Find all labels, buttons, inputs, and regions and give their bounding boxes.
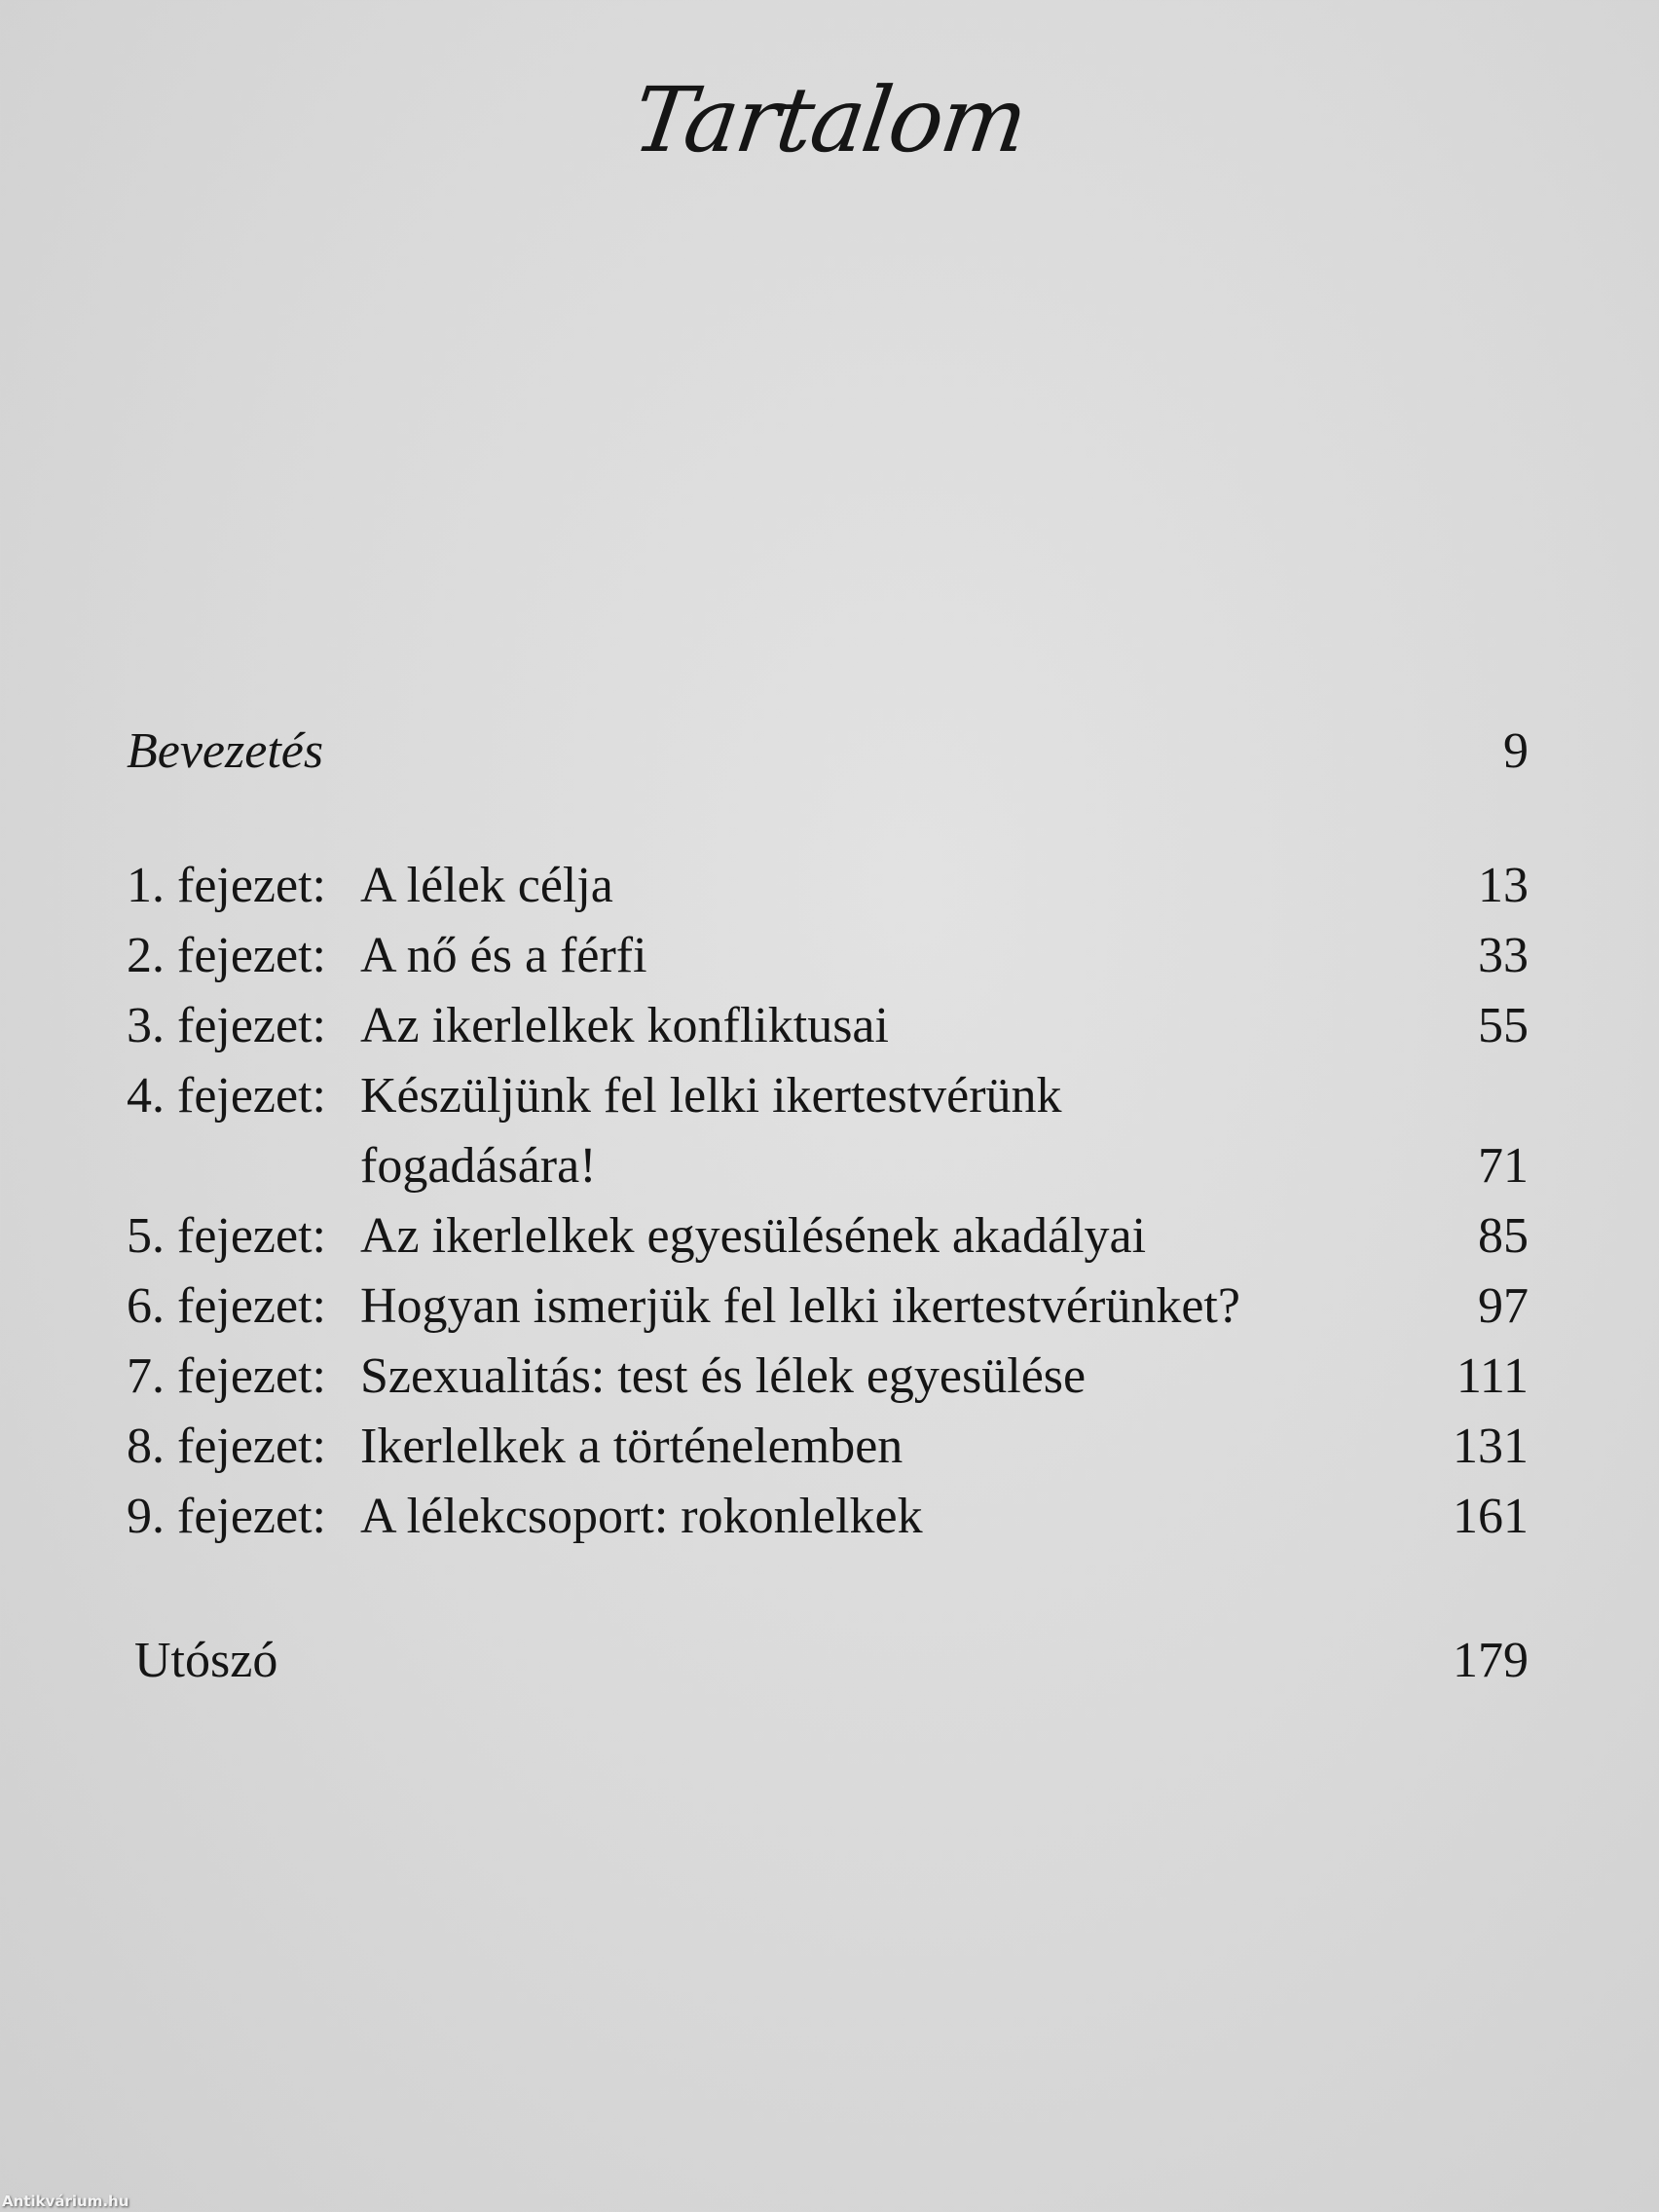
chapter-page: 85 — [1478, 1208, 1529, 1264]
toc-entry-label: Utószó — [134, 1633, 278, 1688]
toc-entry — [127, 991, 1529, 1061]
chapter-page: 111 — [1456, 1348, 1529, 1404]
chapter-title: A lélekcsoport: rokonlelkek — [360, 1489, 923, 1544]
watermark: Antikvárium.hu — [2, 2193, 129, 2210]
chapter-title: Az ikerlelkek konfliktusai — [360, 998, 889, 1053]
toc-entry — [127, 1412, 1529, 1482]
toc-entry — [127, 921, 1529, 991]
chapter-page: 55 — [1478, 998, 1529, 1053]
page-title: Tartalom — [627, 68, 1032, 172]
chapter-title: A lélek célja — [360, 858, 613, 913]
chapter-number: 7. fejezet: — [127, 1348, 326, 1404]
chapter-title: A nő és a férfi — [360, 928, 647, 983]
toc-entry-page: 179 — [1453, 1633, 1529, 1688]
toc-entry-continued — [127, 1131, 1529, 1201]
toc-entry-label: Bevezetés — [127, 723, 324, 779]
chapter-page: 161 — [1453, 1489, 1529, 1544]
chapter-number: 9. fejezet: — [127, 1489, 326, 1544]
chapter-page: 71 — [1478, 1138, 1529, 1194]
chapter-title: Hogyan ismerjük fel lelki ikertestvérünket? — [360, 1278, 1240, 1334]
chapter-page: 97 — [1478, 1278, 1529, 1334]
chapter-title: Készüljünk fel lelki ikertestvérünk — [360, 1068, 1062, 1124]
chapter-title: Szexualitás: test és lélek egyesülése — [360, 1348, 1087, 1404]
chapter-number: 5. fejezet: — [127, 1208, 326, 1264]
toc-entry — [127, 1482, 1529, 1552]
toc-entry — [127, 1272, 1529, 1342]
chapter-number: 4. fejezet: — [127, 1068, 326, 1124]
toc-entry — [127, 851, 1529, 921]
chapter-number: 3. fejezet: — [127, 998, 326, 1053]
chapter-title: Az ikerlelkek egyesülésének akadályai — [360, 1208, 1147, 1264]
chapter-number: 8. fejezet: — [127, 1419, 326, 1474]
toc-entry — [127, 1342, 1529, 1412]
toc-entry — [127, 1201, 1529, 1272]
toc-entry-page: 9 — [1503, 723, 1529, 779]
chapter-page: 13 — [1478, 858, 1529, 913]
chapter-number: 6. fejezet: — [127, 1278, 326, 1334]
chapter-number: 2. fejezet: — [127, 928, 326, 983]
toc-entry-outro — [134, 1626, 1529, 1696]
chapter-title: Ikerlelkek a történelemben — [360, 1419, 903, 1474]
chapter-page: 131 — [1453, 1419, 1529, 1474]
chapter-page: 33 — [1478, 928, 1529, 983]
toc-entry-intro — [127, 717, 1529, 787]
chapter-title-continued: fogadására! — [360, 1138, 597, 1194]
chapter-number: 1. fejezet: — [127, 858, 326, 913]
toc-entry — [127, 1061, 1529, 1131]
